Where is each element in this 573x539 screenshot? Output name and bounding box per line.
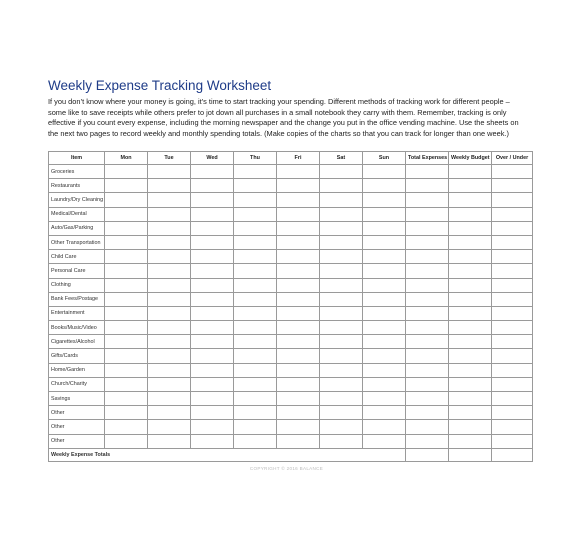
- entry-cell[interactable]: [320, 292, 363, 306]
- entry-cell[interactable]: [191, 321, 234, 335]
- entry-cell[interactable]: [449, 165, 492, 179]
- entry-cell[interactable]: [320, 321, 363, 335]
- intro-line: the next two pages to record weekly and monthly spending totals. (Make copies of the charts so that you can track for longer than one week.): [48, 128, 509, 138]
- entry-cell[interactable]: [320, 434, 363, 448]
- entry-cell[interactable]: [234, 250, 277, 264]
- header-row: [49, 152, 533, 165]
- entry-cell[interactable]: [234, 264, 277, 278]
- entry-cell[interactable]: [105, 349, 148, 363]
- entry-cell[interactable]: [449, 420, 492, 434]
- entry-cell[interactable]: [105, 420, 148, 434]
- table-row: [49, 292, 533, 306]
- total-cell[interactable]: [449, 448, 492, 461]
- entry-cell[interactable]: [105, 335, 148, 349]
- row-label: Other Transportation: [49, 235, 105, 249]
- entry-cell[interactable]: [148, 278, 191, 292]
- row-label: Savings: [49, 392, 105, 406]
- entry-cell[interactable]: [277, 349, 320, 363]
- row-label: Other: [49, 420, 105, 434]
- entry-cell[interactable]: [492, 165, 533, 179]
- entry-cell[interactable]: [148, 235, 191, 249]
- entry-cell[interactable]: [234, 179, 277, 193]
- entry-cell[interactable]: [492, 278, 533, 292]
- table-row: [49, 335, 533, 349]
- entry-cell[interactable]: [449, 406, 492, 420]
- entry-cell[interactable]: [234, 207, 277, 221]
- entry-cell[interactable]: [105, 221, 148, 235]
- entry-cell[interactable]: [492, 349, 533, 363]
- row-label: Other: [49, 406, 105, 420]
- entry-cell[interactable]: [320, 221, 363, 235]
- entry-cell[interactable]: [105, 278, 148, 292]
- table-header: [49, 152, 533, 165]
- row-label: Bank Fees/Postage: [49, 292, 105, 306]
- entry-cell[interactable]: [320, 377, 363, 391]
- table-row: [49, 306, 533, 320]
- entry-cell[interactable]: [148, 335, 191, 349]
- entry-cell[interactable]: [363, 278, 406, 292]
- entry-cell[interactable]: [191, 250, 234, 264]
- entry-cell[interactable]: [363, 292, 406, 306]
- row-label: Gifts/Cards: [49, 349, 105, 363]
- entry-cell[interactable]: [492, 292, 533, 306]
- entry-cell[interactable]: [320, 420, 363, 434]
- entry-cell[interactable]: [191, 363, 234, 377]
- entry-cell[interactable]: [320, 193, 363, 207]
- row-label: Medical/Dental: [49, 207, 105, 221]
- table-row: [49, 193, 533, 207]
- entry-cell[interactable]: [277, 306, 320, 320]
- entry-cell[interactable]: [234, 221, 277, 235]
- entry-cell[interactable]: [234, 235, 277, 249]
- entry-cell[interactable]: [406, 179, 449, 193]
- entry-cell[interactable]: [449, 306, 492, 320]
- entry-cell[interactable]: [277, 420, 320, 434]
- entry-cell[interactable]: [363, 165, 406, 179]
- entry-cell[interactable]: [449, 221, 492, 235]
- entry-cell[interactable]: [406, 392, 449, 406]
- entry-cell[interactable]: [406, 406, 449, 420]
- entry-cell[interactable]: [191, 392, 234, 406]
- entry-cell[interactable]: [449, 179, 492, 193]
- entry-cell[interactable]: [363, 363, 406, 377]
- entry-cell[interactable]: [320, 406, 363, 420]
- entry-cell[interactable]: [320, 306, 363, 320]
- column-header: Total Expenses: [406, 152, 449, 165]
- entry-cell[interactable]: [363, 207, 406, 221]
- table-row: [49, 264, 533, 278]
- entry-cell[interactable]: [105, 406, 148, 420]
- entry-cell[interactable]: [234, 321, 277, 335]
- entry-cell[interactable]: [363, 264, 406, 278]
- entry-cell[interactable]: [363, 377, 406, 391]
- row-label: Books/Music/Video: [49, 321, 105, 335]
- row-label: Restaurants: [49, 179, 105, 193]
- entry-cell[interactable]: [277, 250, 320, 264]
- entry-cell[interactable]: [492, 420, 533, 434]
- table-row: [49, 250, 533, 264]
- entry-cell[interactable]: [148, 406, 191, 420]
- entry-cell[interactable]: [277, 235, 320, 249]
- entry-cell[interactable]: [105, 321, 148, 335]
- entry-cell[interactable]: [449, 250, 492, 264]
- entry-cell[interactable]: [277, 406, 320, 420]
- entry-cell[interactable]: [191, 165, 234, 179]
- entry-cell[interactable]: [191, 349, 234, 363]
- entry-cell[interactable]: [191, 235, 234, 249]
- entry-cell[interactable]: [363, 235, 406, 249]
- entry-cell[interactable]: [277, 335, 320, 349]
- entry-cell[interactable]: [191, 221, 234, 235]
- entry-cell[interactable]: [277, 392, 320, 406]
- expense-table: [48, 151, 533, 462]
- entry-cell[interactable]: [320, 335, 363, 349]
- entry-cell[interactable]: [492, 434, 533, 448]
- column-header: Fri: [277, 152, 320, 165]
- entry-cell[interactable]: [406, 335, 449, 349]
- entry-cell[interactable]: [191, 292, 234, 306]
- table-row: [49, 207, 533, 221]
- table-row: [49, 434, 533, 448]
- entry-cell[interactable]: [363, 179, 406, 193]
- entry-cell[interactable]: [492, 406, 533, 420]
- entry-cell[interactable]: [105, 179, 148, 193]
- entry-cell[interactable]: [234, 165, 277, 179]
- entry-cell[interactable]: [148, 363, 191, 377]
- entry-cell[interactable]: [449, 377, 492, 391]
- entry-cell[interactable]: [492, 221, 533, 235]
- table-row: [49, 392, 533, 406]
- entry-cell[interactable]: [148, 377, 191, 391]
- entry-cell[interactable]: [492, 335, 533, 349]
- entry-cell[interactable]: [449, 193, 492, 207]
- table-row: [49, 321, 533, 335]
- entry-cell[interactable]: [105, 193, 148, 207]
- entry-cell[interactable]: [320, 264, 363, 278]
- entry-cell[interactable]: [406, 363, 449, 377]
- entry-cell[interactable]: [191, 179, 234, 193]
- entry-cell[interactable]: [492, 179, 533, 193]
- copyright-text: COPYRIGHT © 2016 BALANCE: [249, 466, 324, 471]
- table-row: [49, 179, 533, 193]
- entry-cell[interactable]: [148, 434, 191, 448]
- entry-cell[interactable]: [148, 193, 191, 207]
- entry-cell[interactable]: [406, 207, 449, 221]
- row-label: Personal Care: [49, 264, 105, 278]
- entry-cell[interactable]: [363, 306, 406, 320]
- entry-cell[interactable]: [277, 434, 320, 448]
- entry-cell[interactable]: [191, 420, 234, 434]
- entry-cell[interactable]: [363, 392, 406, 406]
- entry-cell[interactable]: [406, 434, 449, 448]
- entry-cell[interactable]: [406, 321, 449, 335]
- table-row: [49, 235, 533, 249]
- entry-cell[interactable]: [277, 221, 320, 235]
- entry-cell[interactable]: [363, 349, 406, 363]
- entry-cell[interactable]: [148, 292, 191, 306]
- entry-cell[interactable]: [277, 278, 320, 292]
- entry-cell[interactable]: [234, 377, 277, 391]
- entry-cell[interactable]: [105, 250, 148, 264]
- entry-cell[interactable]: [492, 321, 533, 335]
- entry-cell[interactable]: [363, 434, 406, 448]
- entry-cell[interactable]: [234, 406, 277, 420]
- entry-cell[interactable]: [449, 392, 492, 406]
- entry-cell[interactable]: [234, 434, 277, 448]
- entry-cell[interactable]: [320, 392, 363, 406]
- table-row: [49, 349, 533, 363]
- entry-cell[interactable]: [277, 207, 320, 221]
- entry-cell[interactable]: [406, 278, 449, 292]
- entry-cell[interactable]: [105, 207, 148, 221]
- entry-cell[interactable]: [148, 321, 191, 335]
- entry-cell[interactable]: [492, 306, 533, 320]
- entry-cell[interactable]: [234, 363, 277, 377]
- entry-cell[interactable]: [234, 392, 277, 406]
- entry-cell[interactable]: [148, 221, 191, 235]
- entry-cell[interactable]: [105, 392, 148, 406]
- entry-cell[interactable]: [406, 221, 449, 235]
- entry-cell[interactable]: [363, 221, 406, 235]
- entry-cell[interactable]: [148, 207, 191, 221]
- row-label: Child Care: [49, 250, 105, 264]
- entry-cell[interactable]: [234, 278, 277, 292]
- entry-cell[interactable]: [406, 306, 449, 320]
- entry-cell[interactable]: [105, 264, 148, 278]
- entry-cell[interactable]: [191, 264, 234, 278]
- entry-cell[interactable]: [492, 377, 533, 391]
- column-header: Item: [49, 152, 105, 165]
- entry-cell[interactable]: [277, 193, 320, 207]
- entry-cell[interactable]: [148, 420, 191, 434]
- totals-row: [49, 448, 533, 461]
- entry-cell[interactable]: [277, 292, 320, 306]
- entry-cell[interactable]: [105, 235, 148, 249]
- entry-cell[interactable]: [363, 420, 406, 434]
- totals-label: Weekly Expense Totals: [49, 448, 406, 461]
- entry-cell[interactable]: [105, 292, 148, 306]
- entry-cell[interactable]: [191, 207, 234, 221]
- column-header: Sun: [363, 152, 406, 165]
- entry-cell[interactable]: [363, 335, 406, 349]
- entry-cell[interactable]: [406, 292, 449, 306]
- entry-cell[interactable]: [234, 306, 277, 320]
- table-row: [49, 406, 533, 420]
- total-cell[interactable]: [406, 448, 449, 461]
- column-header: Over / Under: [492, 152, 533, 165]
- entry-cell[interactable]: [449, 207, 492, 221]
- column-header: Thu: [234, 152, 277, 165]
- entry-cell[interactable]: [148, 250, 191, 264]
- entry-cell[interactable]: [492, 250, 533, 264]
- entry-cell[interactable]: [105, 165, 148, 179]
- entry-cell[interactable]: [449, 235, 492, 249]
- entry-cell[interactable]: [492, 264, 533, 278]
- intro-paragraph: [48, 97, 532, 139]
- intro-line: If you don’t know where your money is going, it’s time to start tracking your spending. Different methods of tracking work for different people –: [48, 97, 510, 106]
- entry-cell[interactable]: [105, 434, 148, 448]
- entry-cell[interactable]: [148, 264, 191, 278]
- entry-cell[interactable]: [406, 349, 449, 363]
- entry-cell[interactable]: [105, 377, 148, 391]
- entry-cell[interactable]: [148, 306, 191, 320]
- entry-cell[interactable]: [191, 335, 234, 349]
- column-header: Wed: [191, 152, 234, 165]
- entry-cell[interactable]: [406, 250, 449, 264]
- entry-cell[interactable]: [449, 292, 492, 306]
- entry-cell[interactable]: [320, 278, 363, 292]
- row-label: Church/Charity: [49, 377, 105, 391]
- entry-cell[interactable]: [449, 264, 492, 278]
- entry-cell[interactable]: [277, 321, 320, 335]
- page-title: Weekly Expense Tracking Worksheet: [48, 78, 272, 93]
- table-row: [49, 420, 533, 434]
- entry-cell[interactable]: [320, 165, 363, 179]
- total-cell[interactable]: [492, 448, 533, 461]
- entry-cell[interactable]: [191, 406, 234, 420]
- row-label: Cigarettes/Alcohol: [49, 335, 105, 349]
- entry-cell[interactable]: [191, 278, 234, 292]
- entry-cell[interactable]: [449, 335, 492, 349]
- column-header: Mon: [105, 152, 148, 165]
- entry-cell[interactable]: [234, 292, 277, 306]
- entry-cell[interactable]: [363, 321, 406, 335]
- entry-cell[interactable]: [148, 349, 191, 363]
- column-header: Sat: [320, 152, 363, 165]
- table-body: [49, 165, 533, 462]
- entry-cell[interactable]: [492, 207, 533, 221]
- entry-cell[interactable]: [492, 363, 533, 377]
- entry-cell[interactable]: [234, 193, 277, 207]
- entry-cell[interactable]: [449, 434, 492, 448]
- entry-cell[interactable]: [148, 179, 191, 193]
- entry-cell[interactable]: [277, 363, 320, 377]
- entry-cell[interactable]: [492, 193, 533, 207]
- entry-cell[interactable]: [191, 377, 234, 391]
- entry-cell[interactable]: [492, 235, 533, 249]
- row-label: Groceries: [49, 165, 105, 179]
- entry-cell[interactable]: [449, 349, 492, 363]
- entry-cell[interactable]: [320, 207, 363, 221]
- entry-cell[interactable]: [363, 250, 406, 264]
- entry-cell[interactable]: [406, 420, 449, 434]
- intro-line: some like to save receipts while others prefer to jot down all purchases in a small notebook they carry with them. Remember, tracking is only: [48, 107, 507, 117]
- entry-cell[interactable]: [406, 264, 449, 278]
- row-label: Clothing: [49, 278, 105, 292]
- column-header: Tue: [148, 152, 191, 165]
- row-label: Entertainment: [49, 306, 105, 320]
- column-header: Weekly Budget: [449, 152, 492, 165]
- entry-cell[interactable]: [277, 165, 320, 179]
- entry-cell[interactable]: [191, 193, 234, 207]
- entry-cell[interactable]: [191, 434, 234, 448]
- entry-cell[interactable]: [449, 321, 492, 335]
- entry-cell[interactable]: [449, 278, 492, 292]
- row-label: Auto/Gas/Parking: [49, 221, 105, 235]
- entry-cell[interactable]: [148, 165, 191, 179]
- row-label: Laundry/Dry Cleaning: [49, 193, 105, 207]
- entry-cell[interactable]: [234, 420, 277, 434]
- entry-cell[interactable]: [406, 165, 449, 179]
- entry-cell[interactable]: [320, 235, 363, 249]
- table-row: [49, 278, 533, 292]
- entry-cell[interactable]: [406, 377, 449, 391]
- row-label: Other: [49, 434, 105, 448]
- table-row: [49, 221, 533, 235]
- entry-cell[interactable]: [406, 193, 449, 207]
- entry-cell[interactable]: [191, 306, 234, 320]
- table-row: [49, 377, 533, 391]
- entry-cell[interactable]: [320, 363, 363, 377]
- entry-cell[interactable]: [148, 392, 191, 406]
- entry-cell[interactable]: [492, 392, 533, 406]
- entry-cell[interactable]: [234, 335, 277, 349]
- entry-cell[interactable]: [277, 264, 320, 278]
- entry-cell[interactable]: [105, 306, 148, 320]
- entry-cell[interactable]: [234, 349, 277, 363]
- entry-cell[interactable]: [320, 179, 363, 193]
- entry-cell[interactable]: [449, 363, 492, 377]
- entry-cell[interactable]: [320, 250, 363, 264]
- entry-cell[interactable]: [363, 193, 406, 207]
- table-row: [49, 363, 533, 377]
- row-label: Home/Garden: [49, 363, 105, 377]
- table-row: [49, 165, 533, 179]
- intro-line: effective if you count every expense, including the morning newspaper and the change you put in the office vending machine. Use the sheets on: [48, 118, 519, 128]
- entry-cell[interactable]: [277, 377, 320, 391]
- entry-cell[interactable]: [277, 179, 320, 193]
- entry-cell[interactable]: [363, 406, 406, 420]
- entry-cell[interactable]: [320, 349, 363, 363]
- entry-cell[interactable]: [105, 363, 148, 377]
- entry-cell[interactable]: [406, 235, 449, 249]
